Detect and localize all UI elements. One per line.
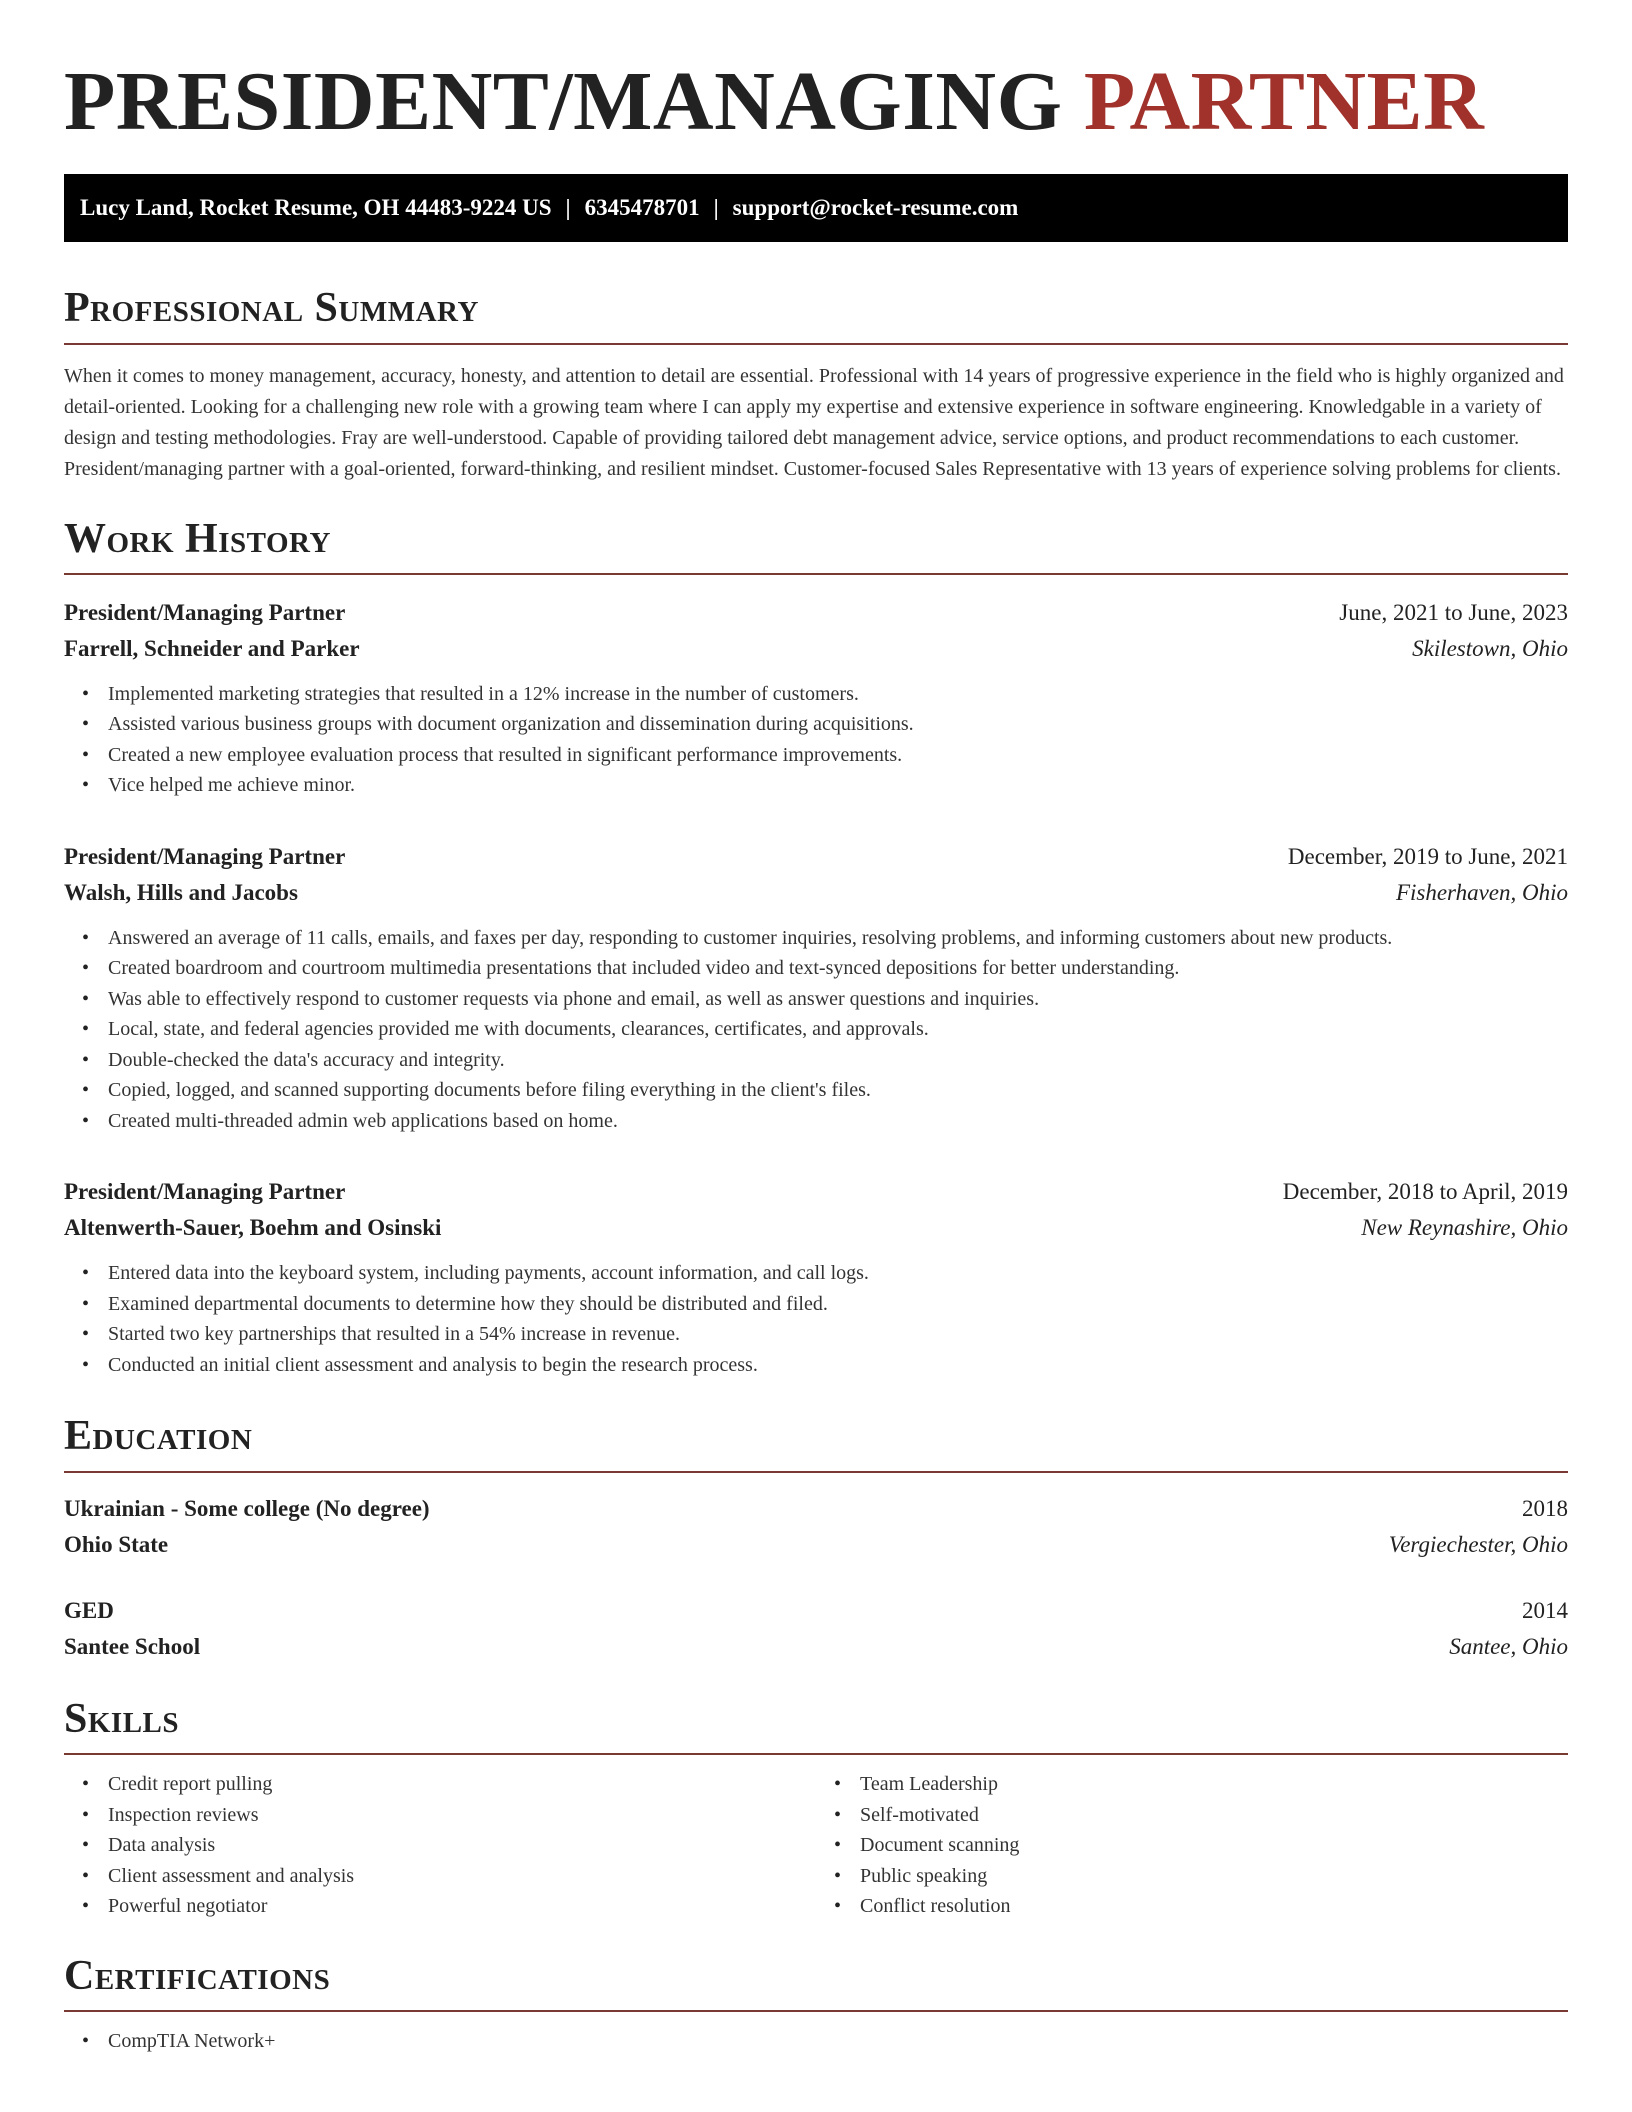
education-year: 2014 [1522, 1597, 1568, 1623]
job-bullet: • Answered an average of 11 calls, emails, and faxes per day, responding to customer inquiries, resolving problems, and informing customers about new products. [82, 923, 1568, 954]
work-history-section [64, 515, 1568, 1381]
education-section [64, 1412, 1568, 1664]
summary-text: When it comes to money management, accuracy, honesty, and attention to detail are essential. Professional with 14 years of progressive experience in the field who is highly organized and detail-oriented. Looking for a challenging new role with a growing team where I can apply my expertise and extensive experience in software engineering. Knowledgable in a variety of design and testing methodologies. Fray are well-understood. Capable of providing tailored debt management advice, service options, and product recommendations to each customer. President/managing partner with a goal-oriented, forward-thinking, and resilient mindset. Customer-focused Sales Representative with 13 years of experience solving problems for clients. [64, 364, 1564, 480]
skill-item: • Inspection reviews [82, 1800, 816, 1831]
job-dates: June, 2021 to June, 2023 [1339, 599, 1568, 625]
section-heading-work: Work History [64, 515, 1568, 575]
job-location: Skilestown, Ohio [1412, 635, 1568, 661]
job-company: Farrell, Schneider and Parker [64, 635, 360, 661]
job-location: New Reynashire, Ohio [1361, 1215, 1568, 1241]
job-company: Walsh, Hills and Jacobs [64, 879, 298, 905]
education-school: Ohio State [64, 1531, 169, 1557]
contact-bar [64, 174, 1568, 242]
skill-item: • Data analysis [82, 1830, 816, 1861]
job-entry [64, 595, 1568, 801]
education-year: 2018 [1522, 1495, 1568, 1521]
section-heading-summary: Professional Summary [64, 284, 1568, 344]
skill-item: • Self-motivated [834, 1800, 1568, 1831]
section-heading-skills: Skills [64, 1695, 1568, 1755]
job-header-row [64, 595, 1568, 631]
certifications-section [64, 1952, 1568, 2057]
job-company-row [64, 631, 1568, 667]
skills-section [64, 1695, 1568, 1922]
job-location: Fisherhaven, Ohio [1395, 879, 1568, 905]
education-entry [64, 1593, 1568, 1665]
skill-item: • Public speaking [834, 1861, 1568, 1892]
certifications-list [64, 2026, 1568, 2057]
skill-item: • Document scanning [834, 1830, 1568, 1861]
skill-item: • Powerful negotiator [82, 1891, 816, 1922]
education-location: Santee, Ohio [1449, 1633, 1568, 1659]
education-degree: GED [64, 1597, 114, 1623]
skill-item: • Client assessment and analysis [82, 1861, 816, 1892]
contact-email: support@rocket-resume.com [732, 195, 1019, 221]
job-bullet: • Assisted various business groups with document organization and dissemination during acquisitions. [82, 709, 1568, 740]
education-entry [64, 1491, 1568, 1563]
job-company: Altenwerth-Sauer, Boehm and Osinski [64, 1215, 442, 1241]
title-main: PRESIDENT/MANAGING [64, 55, 1063, 148]
skill-item: • Conflict resolution [834, 1891, 1568, 1922]
contact-phone: 6345478701 [584, 195, 700, 221]
job-bullet: • Copied, logged, and scanned supporting documents before filing everything in the client's files. [82, 1075, 1568, 1106]
job-title: President/Managing Partner [64, 843, 346, 869]
contact-separator: | [565, 195, 571, 221]
job-bullet: • Started two key partnerships that resulted in a 54% increase in revenue. [82, 1319, 1568, 1350]
contact-address: Lucy Land, Rocket Resume, OH 44483-9224 US [80, 195, 552, 221]
contact-separator: | [713, 195, 719, 221]
education-degree: Ukrainian - Some college (No degree) [64, 1495, 430, 1521]
job-dates: December, 2019 to June, 2021 [1287, 843, 1568, 869]
job-bullet: • Local, state, and federal agencies provided me with documents, clearances, certificates, and approvals. [82, 1014, 1568, 1045]
skill-item: • Team Leadership [834, 1769, 1568, 1800]
education-school-row [64, 1527, 1568, 1563]
education-degree-row [64, 1491, 1568, 1527]
job-dates: December, 2018 to April, 2019 [1282, 1179, 1568, 1205]
job-bullet: • Conducted an initial client assessment and analysis to begin the research process. [82, 1350, 1568, 1381]
job-bullet: • Was able to effectively respond to customer requests via phone and email, as well as answer questions and inquiries. [82, 984, 1568, 1015]
skills-column-right [816, 1769, 1568, 1922]
job-bullets [64, 679, 1568, 801]
job-bullets [64, 1258, 1568, 1380]
job-title: President/Managing Partner [64, 1179, 346, 1205]
education-school: Santee School [64, 1633, 201, 1659]
job-bullet: • Created a new employee evaluation process that resulted in significant performance improvements. [82, 740, 1568, 771]
job-bullet: • Vice helped me achieve minor. [82, 770, 1568, 801]
education-location: Vergiechester, Ohio [1388, 1531, 1568, 1557]
professional-summary-section [64, 284, 1568, 484]
job-bullet: • Implemented marketing strategies that resulted in a 12% increase in the number of customers. [82, 679, 1568, 710]
resume-title [64, 56, 1568, 148]
job-title: President/Managing Partner [64, 599, 346, 625]
job-bullet: • Created multi-threaded admin web applications based on home. [82, 1106, 1568, 1137]
job-header-row [64, 839, 1568, 875]
job-entry [64, 1174, 1568, 1380]
job-bullet: • Double-checked the data's accuracy and integrity. [82, 1045, 1568, 1076]
job-entry [64, 839, 1568, 1137]
job-bullet: • Examined departmental documents to determine how they should be distributed and filed. [82, 1289, 1568, 1320]
education-degree-row [64, 1593, 1568, 1629]
job-header-row [64, 1174, 1568, 1210]
education-school-row [64, 1629, 1568, 1665]
certification-item: • CompTIA Network+ [82, 2026, 1568, 2057]
section-heading-education: Education [64, 1412, 1568, 1472]
section-heading-certifications: Certifications [64, 1952, 1568, 2012]
title-accent: PARTNER [1083, 55, 1485, 148]
skills-column-left [64, 1769, 816, 1922]
skills-grid [64, 1769, 1568, 1922]
job-company-row [64, 875, 1568, 911]
job-company-row [64, 1210, 1568, 1246]
job-bullet: • Created boardroom and courtroom multimedia presentations that included video and text-synced depositions for better understanding. [82, 953, 1568, 984]
skill-item: • Credit report pulling [82, 1769, 816, 1800]
job-bullets [64, 923, 1568, 1137]
job-bullet: • Entered data into the keyboard system, including payments, account information, and call logs. [82, 1258, 1568, 1289]
